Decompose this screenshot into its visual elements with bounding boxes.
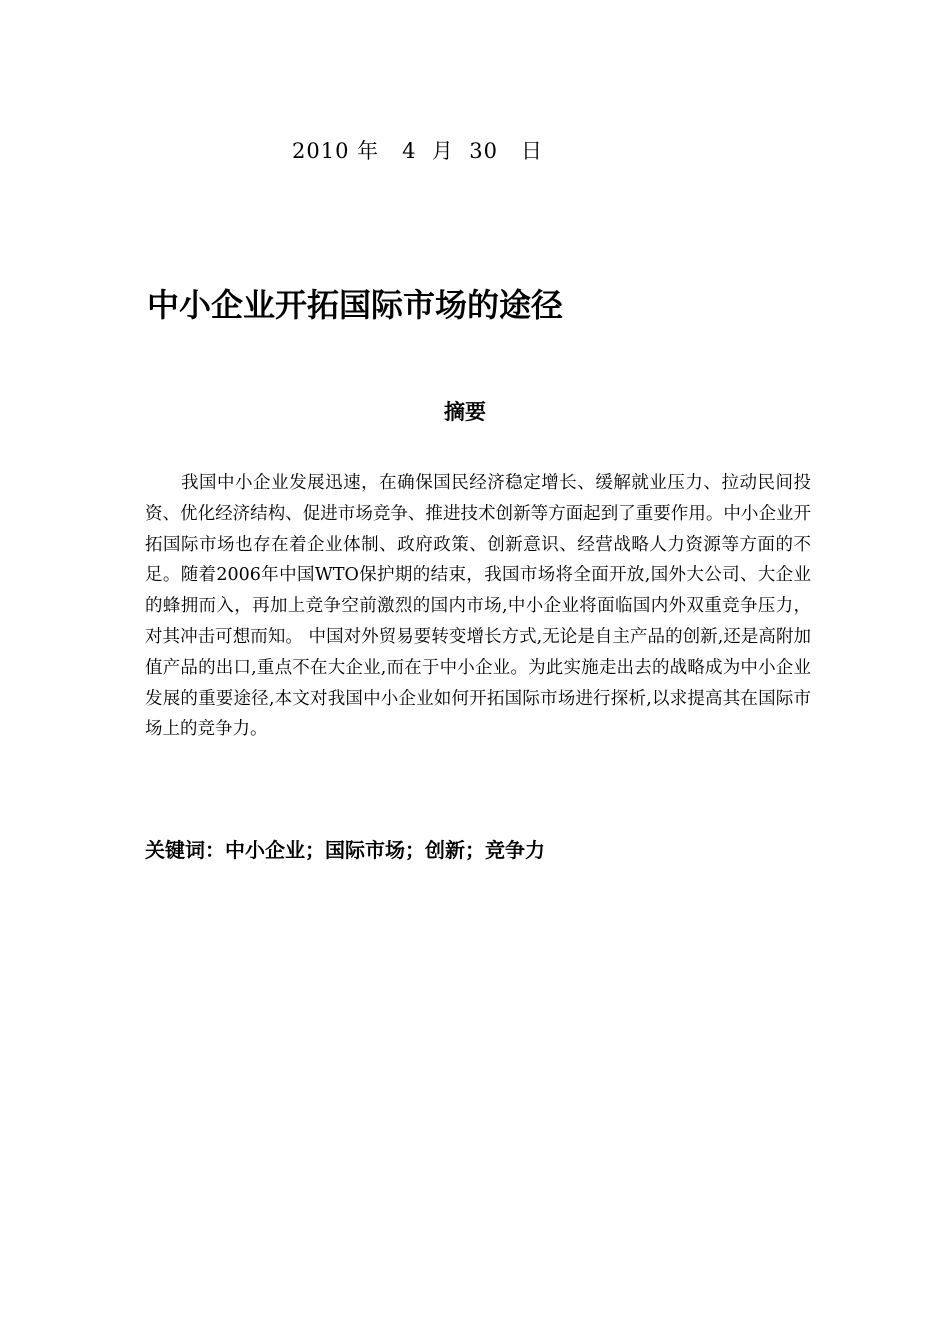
keywords-line: 关键词：中小企业；国际市场；创新；竞争力: [145, 838, 545, 862]
date-month-unit: 月: [431, 139, 454, 163]
date-day: 30: [469, 139, 498, 163]
abstract-heading: 摘要: [444, 400, 486, 424]
date-year: 2010: [292, 139, 350, 163]
abstract-body: 我国中小企业发展迅速，在确保国民经济稳定增长、缓解就业压力、拉动民间投资、优化经济结构、促进市场竞争、推进技术创新等方面起到了重要作用。中小企业开拓国际市场也存在着企业体制、政府政策、创新意识、经营战略人力资源等方面的不足。随着2006年中国WTO保护期的结束，我国市场将全面开放,国外大公司、大企业的蜂拥而入，再加上竞争空前激烈的国内市场,中小企业将面临国内外双重竞争压力， 对其冲击可想而知。 中国对外贸易要转变增长方式,无论是自主产品的创新,还是高附加值产品的出口,重点不在大企业,而在于中小企业。为此实施走出去的战略成为中小企业发展的重要途径,本文对我国中小企业如何开拓国际市场进行探析,以求提高其在国际市场上的竞争力。: [145, 473, 811, 740]
document-date: [292, 135, 543, 165]
document-title: 中小企业开拓国际市场的途径: [147, 286, 564, 324]
date-day-unit: 日: [521, 139, 544, 163]
date-month: 4: [402, 139, 417, 163]
date-year-unit: 年: [357, 139, 380, 163]
